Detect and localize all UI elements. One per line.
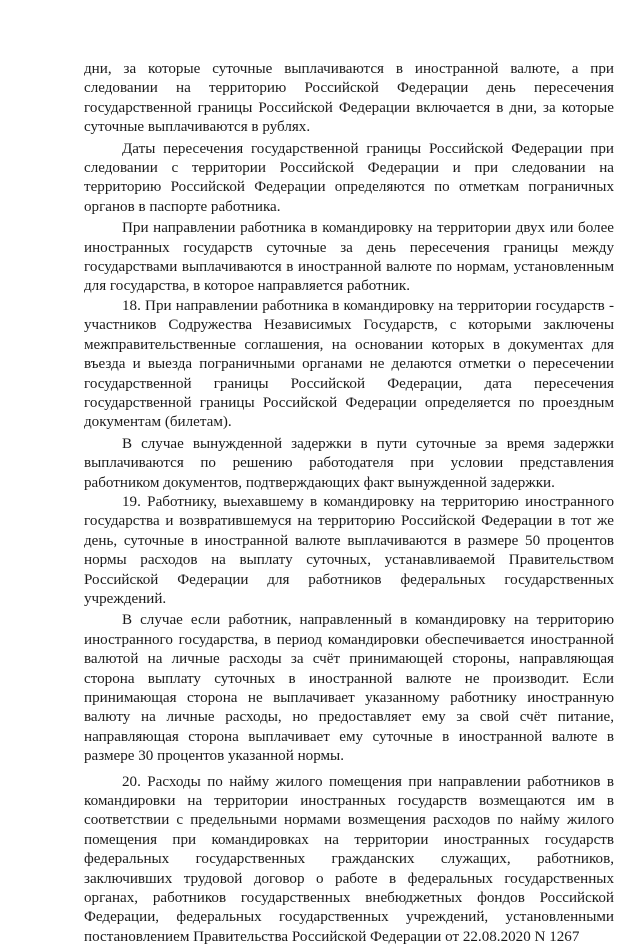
paragraph-5: В случае вынужденной задержки в пути суточные за время задержки выплачиваются по решению работодателя при условии представления работником документов, подтверждающих факт вынужденной задержки.	[84, 435, 614, 491]
paragraph-7: В случае если работник, направленный в командировку на территорию иностранного государства, в период командировки обеспечивается иностранной валютой на личные расходы за счёт принимающей стороны, направляющая сторона выплату суточных в иностранной валюте не производит. Если принимающая сторона не выплачивает указанному работнику иностранную валюту на личные расходы, но предоставляет ему за свой счёт питание, направляющая сторона выплачивает ему суточные в иностранной валюте в размере 30 процентов указанной нормы.	[84, 612, 614, 765]
paragraph-1: дни, за которые суточные выплачиваются в иностранной валюте, а при следовании на территорию Российской Федерации день пересечения государственной границы Российской Федерации включается в дни, за которые суточные выплачиваются в рублях.	[84, 61, 614, 136]
paragraph-3: При направлении работника в командировку на территории двух или более иностранных государств суточные за день пересечения границы между государствами выплачиваются в иностранной валюте по нормам, установленным для государства, в которое направляется работник.	[84, 220, 614, 295]
paragraph-item-20: 20. Расходы по найму жилого помещения при направлении работников в командировки на территории иностранных государств возмещаются им в соответствии с предельными нормами возмещения расходов по найму жилого помещения при командировках на территории иностранных государств федеральных государственных гражданских служащих, работников, заключивших трудовой договор о работе в федеральных государственных органах, работников государственных внебюджетных фондов Российской Федерации, федеральных государственных учреждений, установленными постановлением Правительства Российской Федерации от 22.08.2020 N 1267	[84, 773, 614, 945]
paragraph-item-18: 18. При направлении работника в командировку на территории государств - участников Содружества Независимых Государств, с которыми заключены межправительственные соглашения, на основании которых в документах для въезда и выезда пограничными органами не делаются отметки о пересечении государственной границы Российской Федерации, дата пересечения государственной границы Российской Федерации определяется по проездным документам (билетам).	[84, 297, 614, 431]
paragraph-2: Даты пересечения государственной границы Российской Федерации при следовании с территории Российской Федерации и при следовании на территорию Российской Федерации определяются по отметкам пограничных органов в паспорте работника.	[84, 140, 614, 215]
paragraph-item-19: 19. Работнику, выехавшему в командировку на территорию иностранного государства и возвратившемуся на территорию Российской Федерации в тот же день, суточные в иностранной валюте выплачиваются в размере 50 процентов нормы расходов на выплату суточных, устанавливаемой Правительством Российской Федерации для работников федеральных государственных учреждений.	[84, 493, 614, 607]
